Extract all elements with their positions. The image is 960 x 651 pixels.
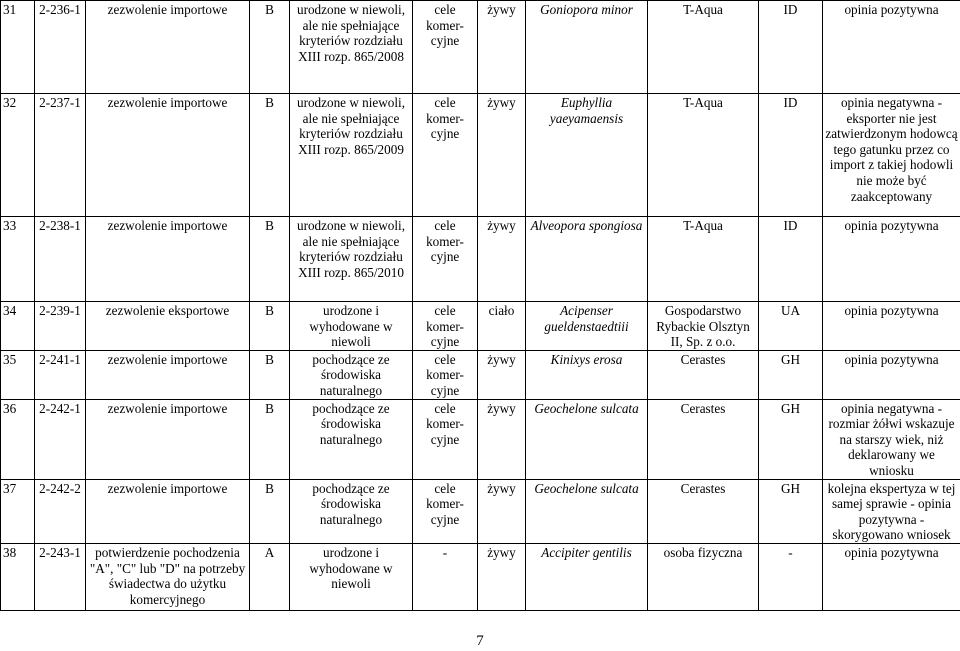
row-number-cell: 34 <box>1 302 35 351</box>
document-type-cell: zezwolenie importowe <box>86 1 250 94</box>
supplier-cell: Gospodarstwo Rybackie Olsztyn II, Sp. z o.o. <box>648 302 759 351</box>
application-number-cell: 2-241-1 <box>35 350 86 399</box>
row-number-cell: 35 <box>1 350 35 399</box>
origin-cell: urodzone w niewoli, ale nie spełniające kryteriów rozdziału XIII rozp. 865/2008 <box>290 1 413 94</box>
supplier-cell: T-Aqua <box>648 217 759 302</box>
species-cell: Kinixys erosa <box>526 350 648 399</box>
source-code-cell: B <box>250 217 290 302</box>
origin-cell: urodzone w niewoli, ale nie spełniające kryteriów rozdziału XIII rozp. 865/2009 <box>290 94 413 217</box>
origin-cell: urodzone i wyhodowane w niewoli <box>290 302 413 351</box>
opinion-cell: opinia pozytywna <box>823 543 960 610</box>
specimen-cell: żywy <box>478 479 526 543</box>
source-code-cell: B <box>250 399 290 479</box>
row-number-cell: 37 <box>1 479 35 543</box>
country-code-cell: GH <box>759 350 823 399</box>
table-row <box>1 1 960 94</box>
source-code-cell: B <box>250 479 290 543</box>
source-code-cell: B <box>250 1 290 94</box>
origin-cell: pochodzące ze środowiska naturalnego <box>290 479 413 543</box>
supplier-cell: osoba fizyczna <box>648 543 759 610</box>
species-cell: Geochelone sulcata <box>526 399 648 479</box>
purpose-cell: cele komer-cyjne <box>413 302 478 351</box>
table-row <box>1 94 960 217</box>
table-row <box>1 302 960 351</box>
country-code-cell: ID <box>759 1 823 94</box>
origin-cell: urodzone w niewoli, ale nie spełniające kryteriów rozdziału XIII rozp. 865/2010 <box>290 217 413 302</box>
row-number-cell: 32 <box>1 94 35 217</box>
document-type-cell: potwierdzenie pochodzenia "A", "C" lub "D" na potrzeby świadectwa do użytku komercyjnego <box>86 543 250 610</box>
row-number-cell: 38 <box>1 543 35 610</box>
origin-cell: pochodzące ze środowiska naturalnego <box>290 350 413 399</box>
species-cell: Geochelone sulcata <box>526 479 648 543</box>
supplier-cell: T-Aqua <box>648 1 759 94</box>
source-code-cell: B <box>250 94 290 217</box>
supplier-cell: T-Aqua <box>648 94 759 217</box>
application-number-cell: 2-239-1 <box>35 302 86 351</box>
opinion-cell: opinia negatywna - eksporter nie jest zatwierdzonym hodowcą tego gatunku przez co import z takiej hodowli nie może być zaakceptowany <box>823 94 960 217</box>
opinion-cell: opinia pozytywna <box>823 350 960 399</box>
opinion-cell: opinia negatywna - rozmiar żółwi wskazuje na starszy wiek, niż deklarowany we wniosku <box>823 399 960 479</box>
supplier-cell: Cerastes <box>648 350 759 399</box>
origin-cell: pochodzące ze środowiska naturalnego <box>290 399 413 479</box>
country-code-cell: ID <box>759 217 823 302</box>
application-number-cell: 2-238-1 <box>35 217 86 302</box>
purpose-cell: cele komer-cyjne <box>413 94 478 217</box>
purpose-cell: cele komer-cyjne <box>413 1 478 94</box>
specimen-cell: żywy <box>478 1 526 94</box>
species-cell: Euphyllia yaeyamaensis <box>526 94 648 217</box>
document-type-cell: zezwolenie importowe <box>86 217 250 302</box>
species-cell: Accipiter gentilis <box>526 543 648 610</box>
specimen-cell: żywy <box>478 350 526 399</box>
specimen-cell: żywy <box>478 399 526 479</box>
application-number-cell: 2-237-1 <box>35 94 86 217</box>
supplier-cell: Cerastes <box>648 479 759 543</box>
specimen-cell: żywy <box>478 543 526 610</box>
origin-cell: urodzone i wyhodowane w niewoli <box>290 543 413 610</box>
purpose-cell: cele komer-cyjne <box>413 399 478 479</box>
purpose-cell: cele komer-cyjne <box>413 217 478 302</box>
opinion-cell: opinia pozytywna <box>823 302 960 351</box>
purpose-cell: - <box>413 543 478 610</box>
species-cell: Alveopora spongiosa <box>526 217 648 302</box>
application-number-cell: 2-242-1 <box>35 399 86 479</box>
document-type-cell: zezwolenie importowe <box>86 479 250 543</box>
row-number-cell: 31 <box>1 1 35 94</box>
application-number-cell: 2-243-1 <box>35 543 86 610</box>
country-code-cell: GH <box>759 399 823 479</box>
table-row <box>1 217 960 302</box>
country-code-cell: UA <box>759 302 823 351</box>
specimen-cell: ciało <box>478 302 526 351</box>
species-cell: Goniopora minor <box>526 1 648 94</box>
application-number-cell: 2-242-2 <box>35 479 86 543</box>
document-type-cell: zezwolenie importowe <box>86 350 250 399</box>
table-row <box>1 543 960 610</box>
source-code-cell: A <box>250 543 290 610</box>
table-row <box>1 350 960 399</box>
opinion-cell: opinia pozytywna <box>823 217 960 302</box>
opinion-cell: opinia pozytywna <box>823 1 960 94</box>
purpose-cell: cele komer-cyjne <box>413 350 478 399</box>
specimen-cell: żywy <box>478 217 526 302</box>
specimen-cell: żywy <box>478 94 526 217</box>
page-number: 7 <box>476 633 484 649</box>
supplier-cell: Cerastes <box>648 399 759 479</box>
document-type-cell: zezwolenie importowe <box>86 94 250 217</box>
opinion-cell: kolejna ekspertyza w tej samej sprawie - opinia pozytywna - skorygowano wniosek <box>823 479 960 543</box>
table-row <box>1 399 960 479</box>
purpose-cell: cele komer-cyjne <box>413 479 478 543</box>
row-number-cell: 36 <box>1 399 35 479</box>
document-type-cell: zezwolenie importowe <box>86 399 250 479</box>
country-code-cell: GH <box>759 479 823 543</box>
country-code-cell: - <box>759 543 823 610</box>
table-body <box>1 1 960 611</box>
source-code-cell: B <box>250 302 290 351</box>
document-type-cell: zezwolenie eksportowe <box>86 302 250 351</box>
species-cell: Acipenser gueldenstaedtiii <box>526 302 648 351</box>
country-code-cell: ID <box>759 94 823 217</box>
source-code-cell: B <box>250 350 290 399</box>
application-number-cell: 2-236-1 <box>35 1 86 94</box>
row-number-cell: 33 <box>1 217 35 302</box>
table-row <box>1 479 960 543</box>
